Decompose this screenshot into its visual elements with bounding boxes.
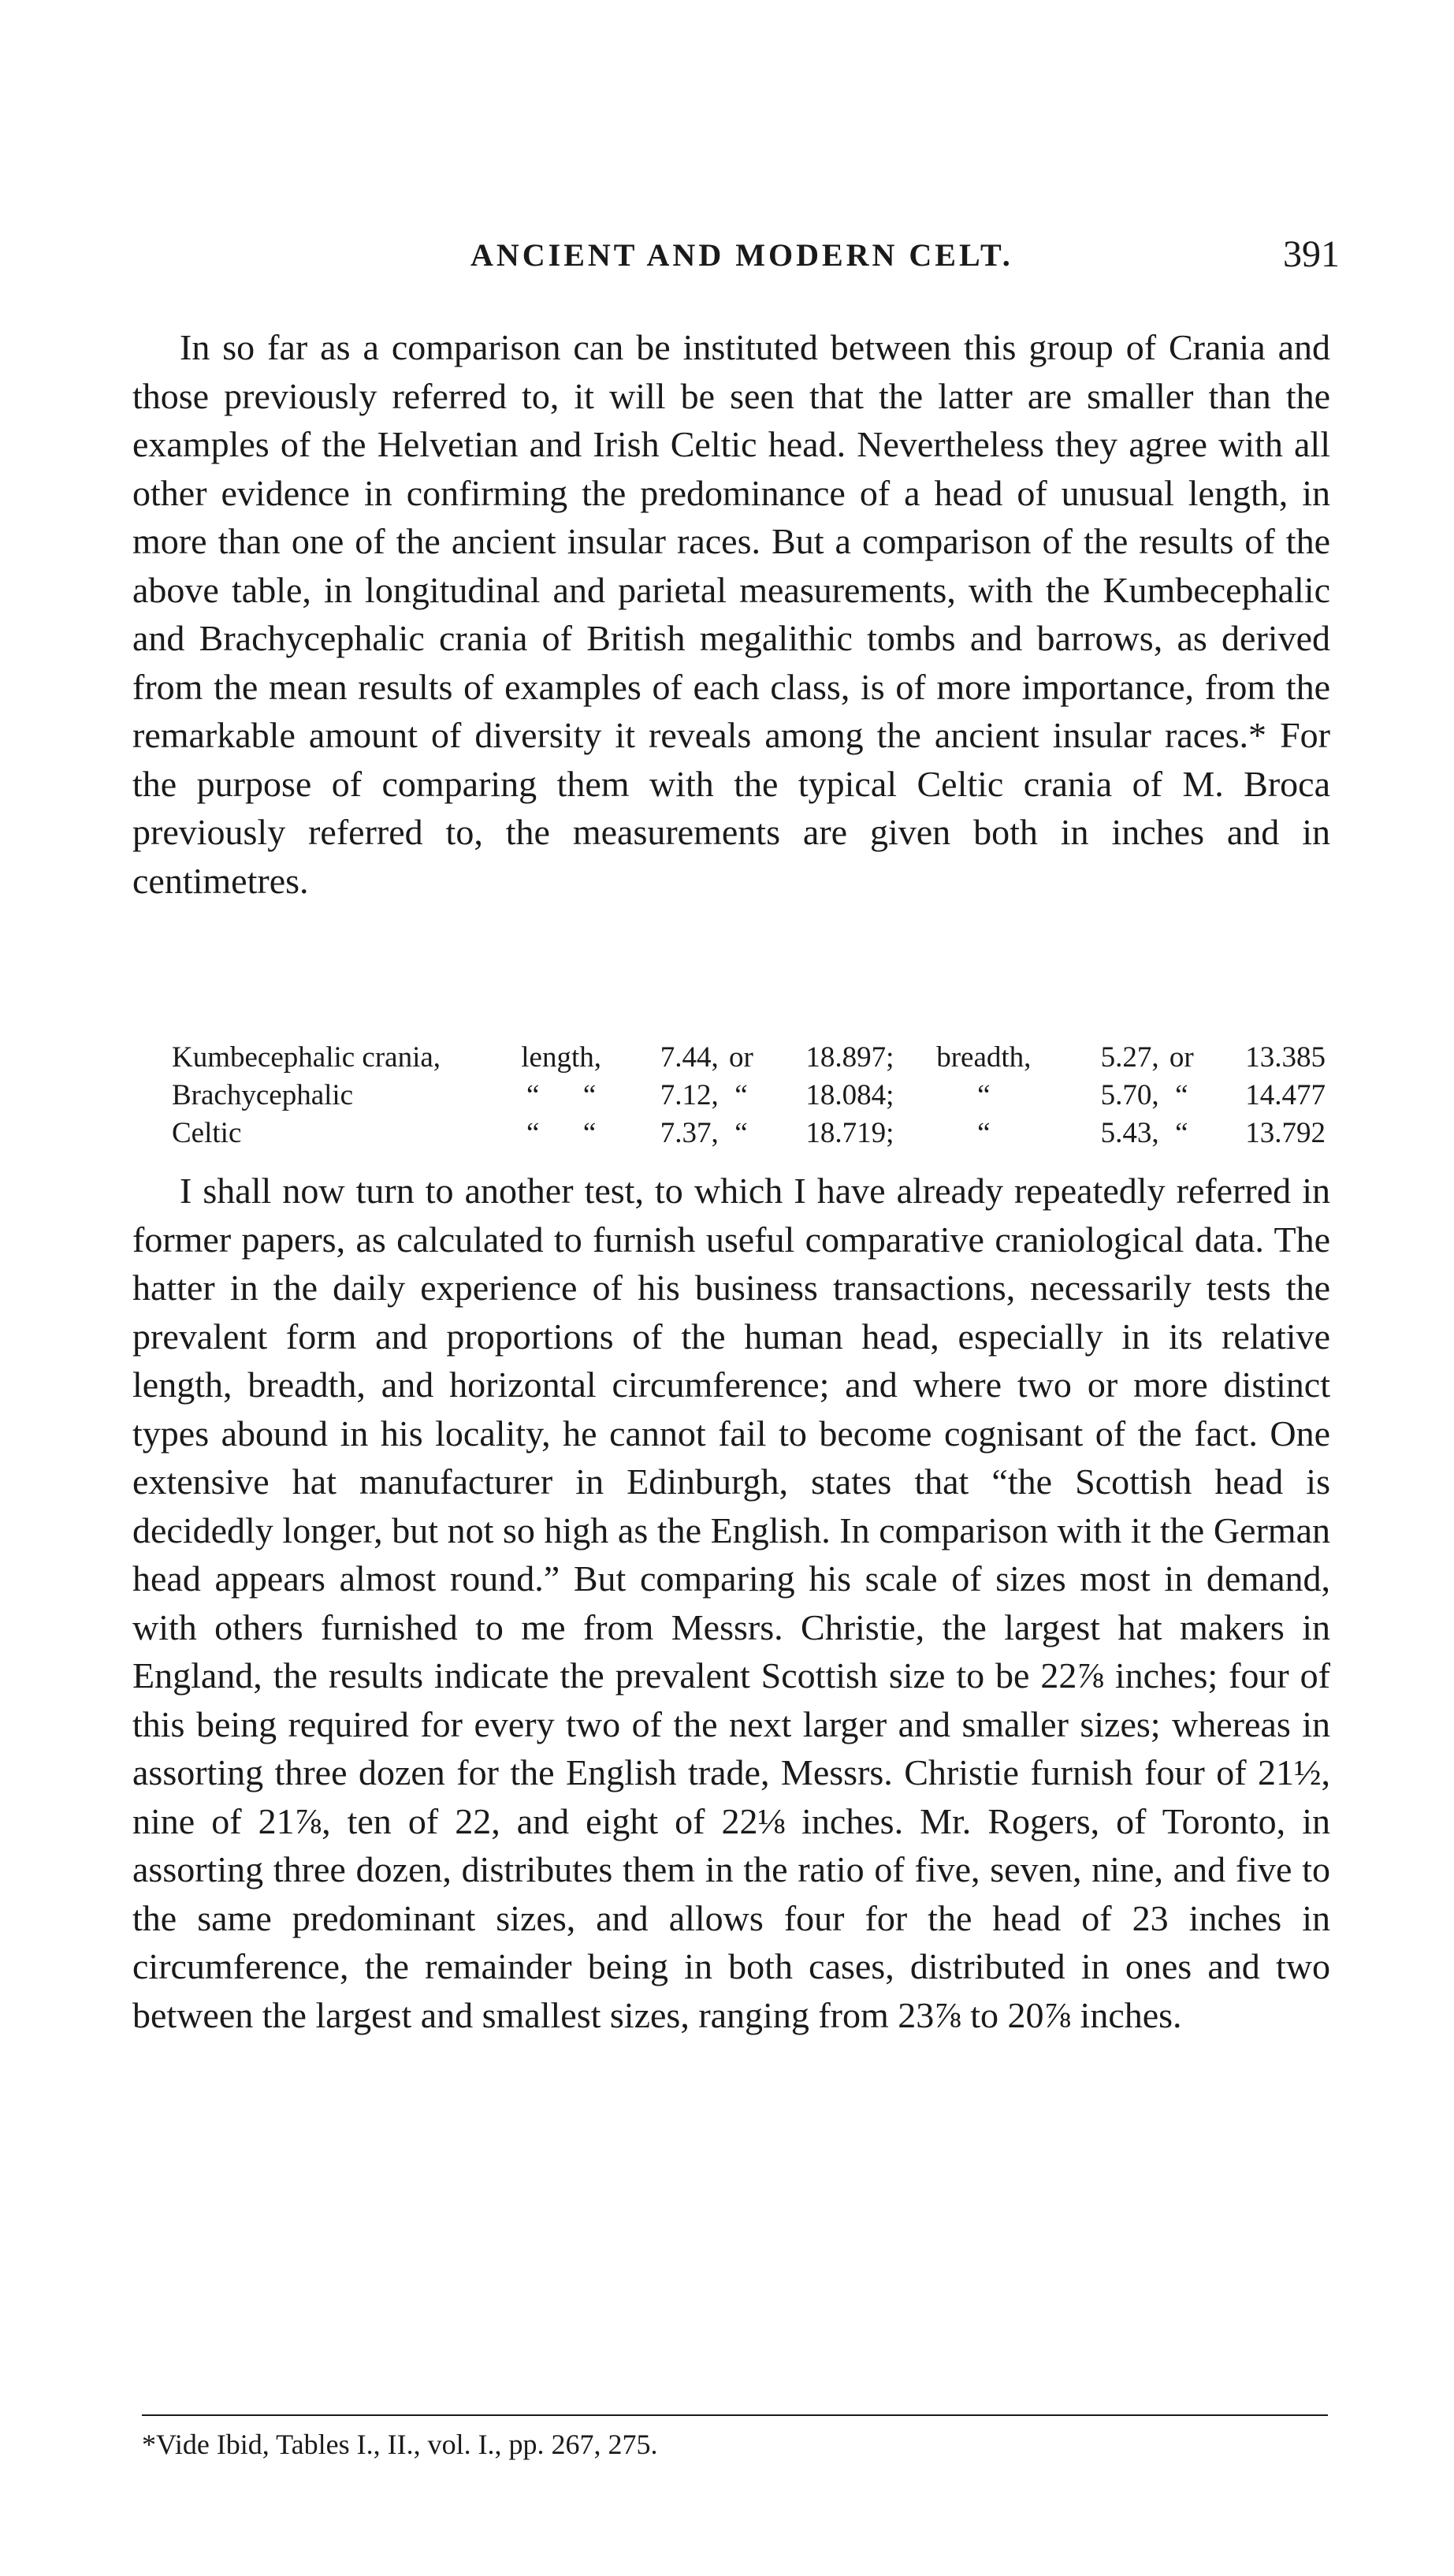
- or-word: or: [729, 1041, 753, 1074]
- breadth-cm: 13.385: [1245, 1041, 1326, 1074]
- table-row: [172, 1039, 1330, 1077]
- or-word: “: [734, 1079, 748, 1111]
- row-label: Kumbecephalic crania,: [172, 1041, 441, 1074]
- paragraph-text: In so far as a comparison can be instituted between this group of Crania and those previously referred to, it will be seen that the latter are smaller than the examples of the Helvetian and Irish Celtic head. Nevertheless they agree with all other evidence in confirming the predominance of a head of unusual length, in more than one of the ancient insular races. But a comparison of the results of the above table, in longitudinal and parietal measurements, with the Kumbecephalic and Brachycephalic crania of British megalithic tombs and barrows, as derived from the mean results of examples of each class, is of more importance, from the remarkable amount of diversity it reveals among the ancient insular races.* For the purpose of comparing them with the typical Celtic crania of M. Broca previously referred to, the measurements are given both in inches and in centimetres.: [132, 327, 1330, 901]
- length-cm: 18.719;: [805, 1117, 894, 1149]
- or-word: or: [1169, 1041, 1194, 1074]
- length-inches: 7.44,: [660, 1041, 719, 1074]
- breadth-cm: 14.477: [1245, 1079, 1326, 1111]
- length-inches: 7.12,: [660, 1079, 719, 1111]
- breadth-cm: 13.792: [1245, 1117, 1326, 1149]
- page-number: 391: [1283, 233, 1340, 275]
- or-word: “: [1175, 1079, 1188, 1111]
- length-word: length,: [521, 1041, 602, 1074]
- length-cm: 18.084;: [805, 1079, 894, 1111]
- table-row: [172, 1115, 1330, 1152]
- breadth-word: “: [977, 1079, 991, 1111]
- footnote: *Vide Ibid, Tables I., II., vol. I., pp. 267, 275.: [142, 2429, 658, 2460]
- breadth-inches: 5.27,: [1100, 1041, 1159, 1074]
- or-word: “: [734, 1117, 748, 1149]
- paragraph-1: [132, 323, 1330, 905]
- breadth-word: “: [977, 1117, 991, 1149]
- measurements-table: [172, 1039, 1330, 1152]
- row-label: Celtic: [172, 1117, 242, 1149]
- breadth-word: breadth,: [936, 1041, 1032, 1074]
- paragraph-2: [132, 1167, 1330, 2039]
- row-label: Brachycephalic: [172, 1079, 354, 1111]
- breadth-inches: 5.43,: [1100, 1117, 1159, 1149]
- length-word: “ “: [526, 1079, 597, 1111]
- paragraph-text: I shall now turn to another test, to which I have already repeatedly referred in former papers, as calculated to furnish useful comparative craniological data. The hatter in the daily experience of his business transactions, necessarily tests the prevalent form and proportions of the human head, especially in its relative length, breadth, and horizontal circumference; and where two or more distinct types abound in his locality, he cannot fail to become cognisant of the fact. One extensive hat manufacturer in Edinburgh, states that “the Scottish head is decidedly longer, but not so high as the English. In comparison with it the German head appears almost round.” But comparing his scale of sizes most in demand, with others furnished to me from Messrs. Christie, the largest hat makers in England, the results indicate the prevalent Scottish size to be 22⅞ inches; four of this being required for every two of the next larger and smaller sizes; whereas in assorting three dozen for the English trade, Messrs. Christie furnish four of 21½, nine of 21⅞, ten of 22, and eight of 22⅛ inches. Mr. Rogers, of Toronto, in assorting three dozen, distributes them in the ratio of five, seven, nine, and five to the same predominant sizes, and allows four for the head of 23 inches in circumference, the remainder being in both cases, distributed in ones and two between the largest and smallest sizes, ranging from 23⅞ to 20⅞ inches.: [132, 1171, 1330, 2035]
- table-row: [172, 1077, 1330, 1115]
- breadth-inches: 5.70,: [1100, 1079, 1159, 1111]
- length-cm: 18.897;: [805, 1041, 894, 1074]
- length-word: “ “: [526, 1117, 597, 1149]
- length-inches: 7.37,: [660, 1117, 719, 1149]
- running-title: ANCIENT AND MODERN CELT.: [470, 237, 1013, 273]
- footnote-divider: [142, 2414, 1328, 2416]
- or-word: “: [1175, 1117, 1188, 1149]
